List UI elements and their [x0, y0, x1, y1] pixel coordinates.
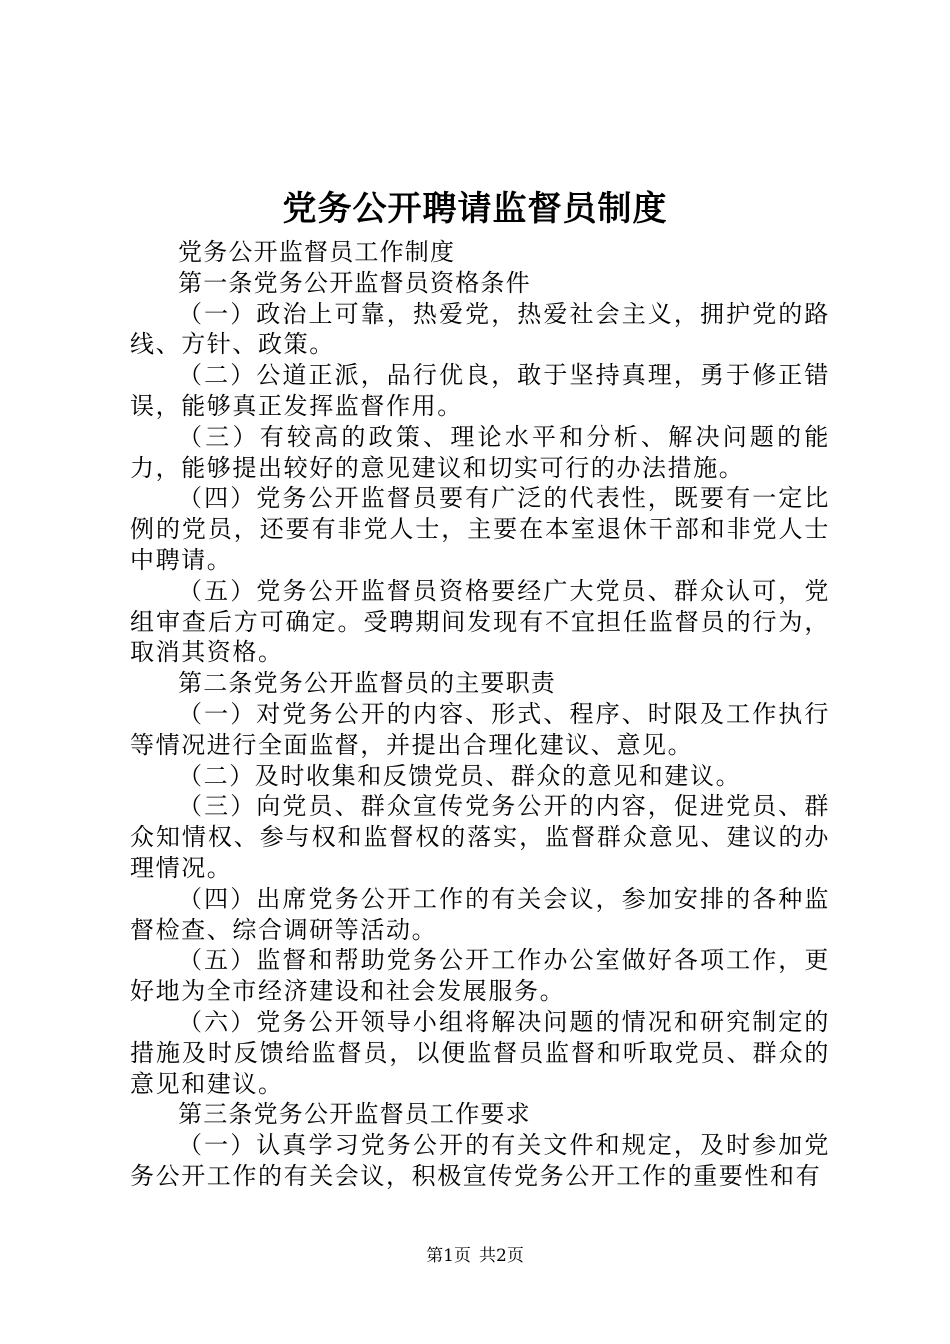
paragraph: （二）公道正派，品行优良，敢于坚持真理，勇于修正错误，能够真正发挥监督作用。 — [130, 361, 830, 420]
paragraph: （一）对党务公开的内容、形式、程序、时限及工作执行等情况进行全面监督，并提出合理化建议、意见。 — [130, 699, 830, 759]
page-footer — [0, 1244, 950, 1268]
page-total: 共2页 — [479, 1246, 524, 1266]
paragraph: （三）有较高的政策、理论水平和分析、解决问题的能力，能够提出较好的意见建议和切实可行的办法措施。 — [130, 422, 830, 482]
section-heading: 第三条党务公开监督员工作要求 — [178, 1100, 531, 1129]
paragraph: （三）向党员、群众宣传党务公开的内容，促进党员、群众知情权、参与权和监督权的落实，监督群众意见、建议的办理情况。 — [130, 792, 830, 882]
paragraph: （一）认真学习党务公开的有关文件和规定，及时参加党务公开工作的有关会议，积极宣传党务公开工作的重要性和有 — [130, 1131, 830, 1190]
paragraph: （六）党务公开领导小组将解决问题的情况和研究制定的措施及时反馈给监督员，以便监督员监督和听取党员、群众的意见和建议。 — [130, 1007, 830, 1098]
paragraph: （四）出席党务公开工作的有关会议，参加安排的各种监督检查、综合调研等活动。 — [130, 884, 830, 944]
paragraph: （五）党务公开监督员资格要经广大党员、群众认可，党组审查后方可确定。受聘期间发现有不宜担任监督员的行为，取消其资格。 — [130, 576, 830, 667]
document-title: 党务公开聘请监督员制度 — [282, 189, 668, 229]
section-heading: 第一条党务公开监督员资格条件 — [178, 268, 531, 297]
paragraph: （五）监督和帮助党务公开工作办公室做好各项工作，更好地为全市经济建设和社会发展服务。 — [130, 946, 830, 1006]
paragraph: （四）党务公开监督员要有广泛的代表性，既要有一定比例的党员，还要有非党人士，主要在本室退休干部和非党人士中聘请。 — [130, 484, 830, 574]
document-body — [130, 237, 830, 1192]
page-number: 第1页 — [426, 1246, 471, 1266]
paragraph-heading: 党务公开监督员工作制度 — [178, 238, 456, 266]
paragraph: （一）政治上可靠，热爱党，热爱社会主义，拥护党的路线、方针、政策。 — [130, 299, 830, 359]
section-heading: 第二条党务公开监督员的主要职责 — [178, 669, 556, 698]
paragraph: （二）及时收集和反馈党员、群众的意见和建议。 — [178, 761, 742, 790]
